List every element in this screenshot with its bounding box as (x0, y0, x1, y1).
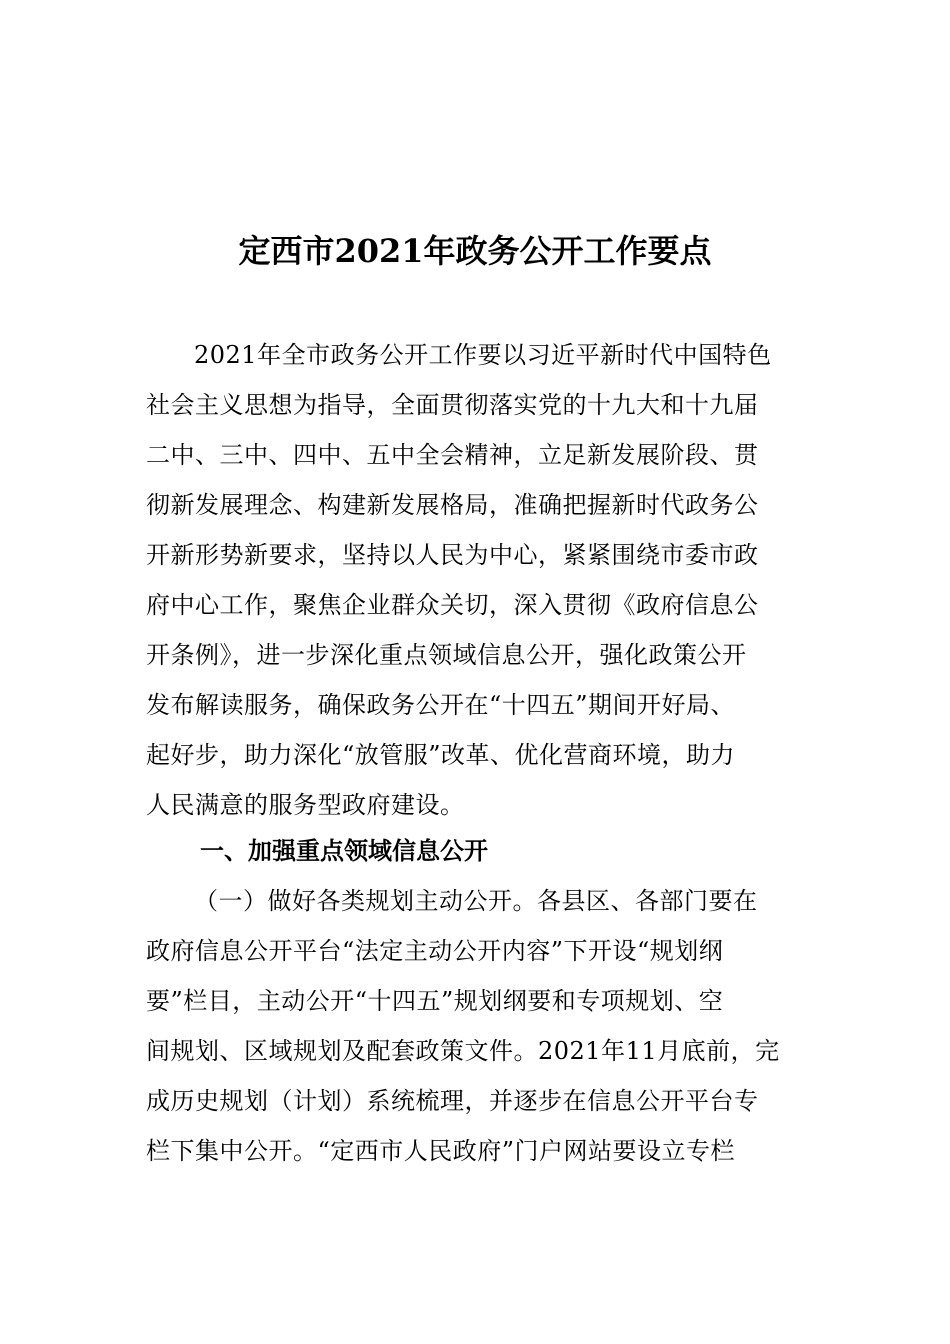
document-title: 定西市2021年政务公开工作要点 (238, 232, 712, 270)
section-line: 间规划、区域规划及配套政策文件。2021年11月底前，完 (146, 1037, 780, 1065)
intro-line: 彻新发展理念、构建新发展格局，准确把握新时代政务公 (146, 491, 759, 519)
section-heading: 一、加强重点领域信息公开 (200, 837, 488, 865)
intro-line: 人民满意的服务型政府建设。 (146, 791, 465, 819)
section-line: 要”栏目，主动公开“十四五”规划纲要和专项规划、空 (146, 987, 724, 1015)
section-line: 政府信息公开平台“法定主动公开内容”下开设“规划纲 (146, 937, 724, 965)
intro-line: 府中心工作，聚焦企业群众关切，深入贯彻《政府信息公 (146, 591, 759, 619)
intro-line: 二中、三中、四中、五中全会精神，立足新发展阶段、贯 (146, 441, 759, 469)
intro-line: 开条例》，进一步深化重点领域信息公开，强化政策公开 (146, 641, 747, 669)
intro-line: 起好步，助力深化“放管服”改革、优化营商环境，助力 (146, 741, 736, 769)
intro-line: 2021年全市政务公开工作要以习近平新时代中国特色 (194, 341, 772, 369)
intro-line: 社会主义思想为指导，全面贯彻落实党的十九大和十九届 (146, 391, 759, 419)
section-line: 成历史规划（计划）系统梳理，并逐步在信息公开平台专 (146, 1087, 759, 1115)
intro-line: 发布解读服务，确保政务公开在“十四五”期间开好局、 (146, 691, 736, 719)
section-line: （一）做好各类规划主动公开。各县区、各部门要在 (194, 887, 758, 915)
section-line: 栏下集中公开。“定西市人民政府”门户网站要设立专栏 (146, 1137, 736, 1165)
intro-line: 开新形势新要求，坚持以人民为中心，紧紧围绕市委市政 (146, 541, 759, 569)
